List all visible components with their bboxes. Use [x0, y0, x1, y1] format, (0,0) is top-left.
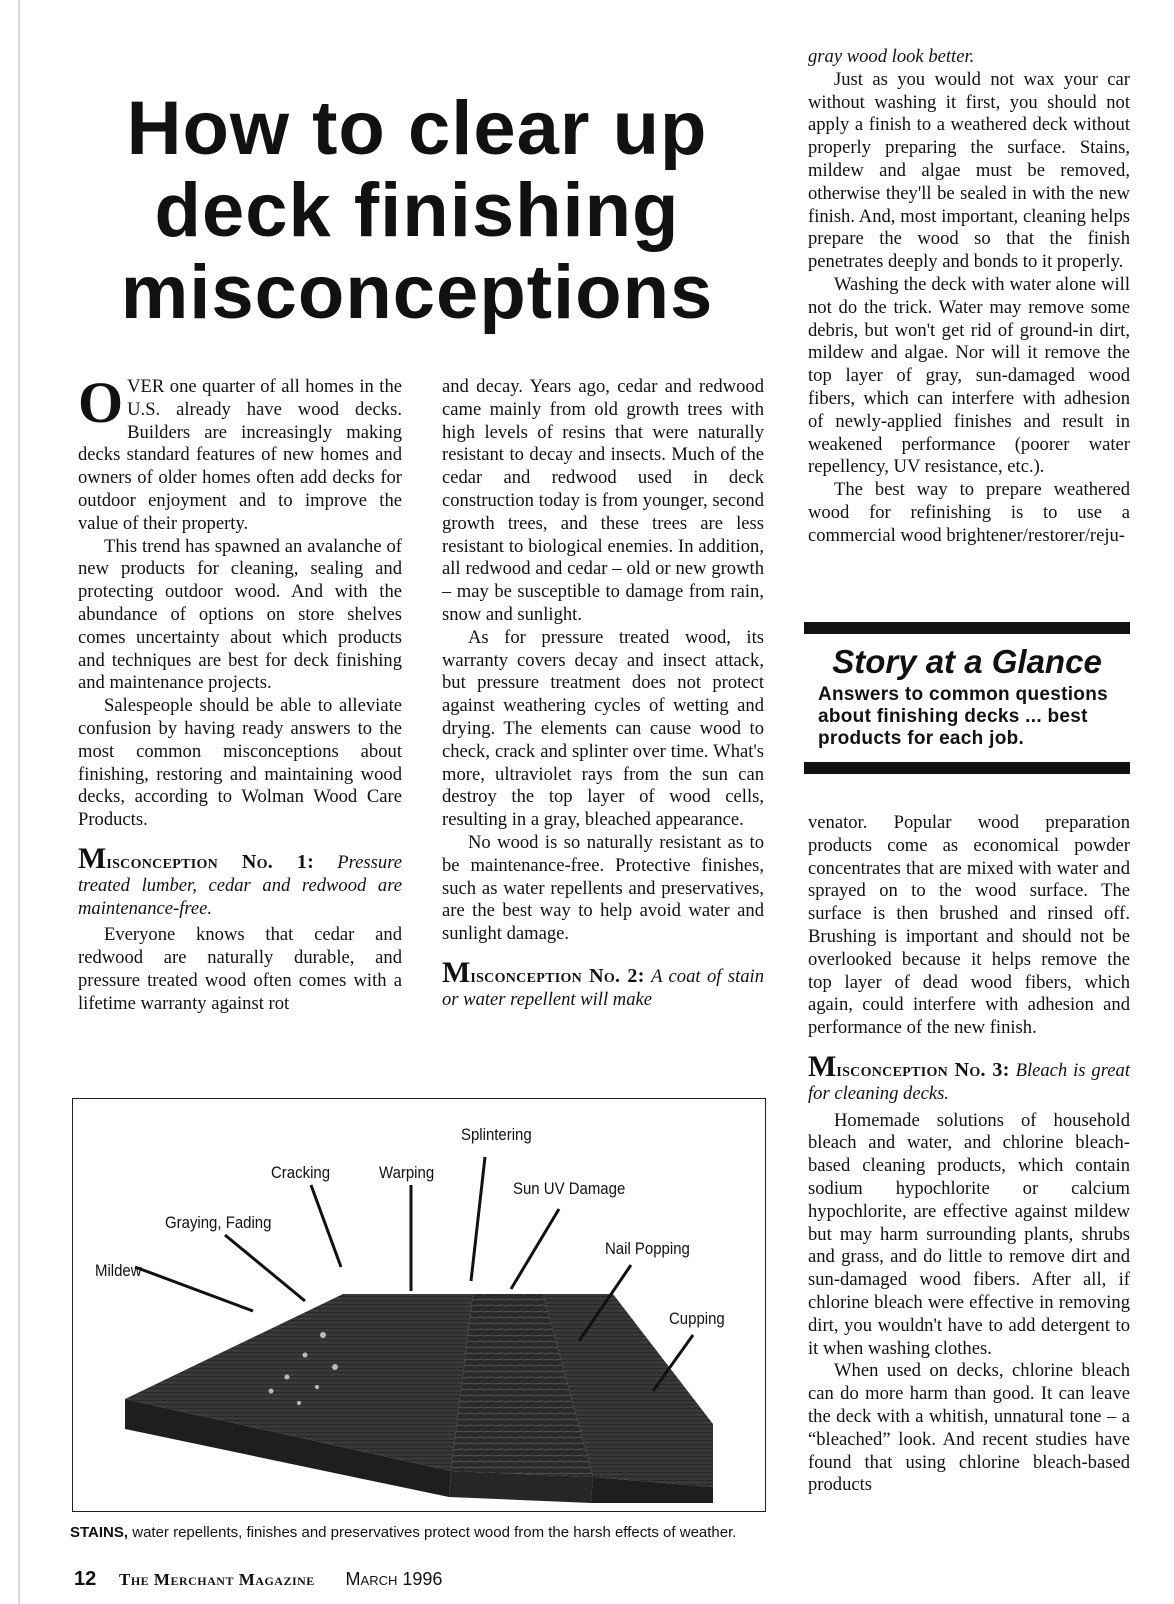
intro-text: VER one quarter of all homes in the U.S. already have wood decks. Builders are increasingly making decks standard features of new homes and owners of older homes often add decks for outdoor enjoyment and to improve the value of their property.: [78, 376, 402, 534]
misconception-cap: M: [808, 1049, 837, 1083]
column-2: [442, 376, 764, 1016]
drop-cap: O: [78, 370, 124, 435]
paragraph: This trend has spawned an avalanche of new products for cleaning, sealing and protecting outdoor wood. And with the abundance of options on store shelves comes uncertainty about which products and techniques are best for deck finishing and maintenance projects.: [78, 535, 402, 694]
column-3-bottom: [808, 812, 1130, 1497]
intro-paragraph: [78, 370, 402, 536]
paragraph: Everyone knows that cedar and redwood are naturally durable, and pressure treated wood often comes with a lifetime warranty against rot: [78, 924, 402, 1014]
headline-line-1: How to clear up: [126, 86, 708, 171]
column-3-top: [808, 46, 1130, 548]
paragraph: and decay. Years ago, cedar and redwood came mainly from old growth trees with high levels of resins that were naturally resistant to decay and insects. Much of the cedar and redwood used in deck construction today is from younger, second growth trees, and these trees are less resistant to biological enemies. In addition, all redwood and cedar – old or new growth – may be susceptible to damage from rain, snow and sunlight.: [442, 376, 764, 625]
deck-illustration: [73, 1099, 765, 1511]
paragraph: As for pressure treated wood, its warranty covers decay and insect attack, but pressure treatment does not protect against weathering cycles of wetting and drying. The elements can cause wood to check, crack and splinter over time. What's more, ultraviolet rays from the sun can destroy the top layer of wood cells, resulting in a gray, bleached appearance.: [442, 626, 764, 831]
glance-bottom-bar: [804, 762, 1130, 774]
page-edge-rule: [18, 0, 20, 1604]
figure-label-graying: Graying, Fading: [165, 1213, 272, 1232]
figure-label-cupping: Cupping: [669, 1309, 725, 1328]
misconception-1-heading: [78, 841, 402, 920]
misconception-cap: M: [78, 841, 107, 875]
misconception-cap: M: [442, 955, 471, 989]
misconception-2-heading: [442, 955, 765, 1012]
misconception-desc: Pressure treated lumber, cedar and redwood are maintenance-free.: [78, 851, 402, 919]
glance-title: Story at a Glance: [832, 643, 1102, 680]
figure-label-cracking: Cracking: [271, 1163, 331, 1182]
misconception-label: isconception No. 1:: [106, 850, 315, 873]
page-number: 12: [74, 1568, 97, 1590]
misconception-3-heading: [808, 1049, 1130, 1106]
issue-date: March 1996: [345, 1569, 443, 1589]
glance-top-bar: [804, 622, 1130, 634]
figure-label-nail-popping: Nail Popping: [605, 1239, 690, 1258]
paragraph: When used on decks, chlorine bleach can do more harm than good. It can leave the deck with a whitish, unnatural tone – a “bleached” look. And recent studies have found that using chlorine bleach-based products: [808, 1360, 1130, 1496]
figure-label-splintering: Splintering: [461, 1125, 532, 1144]
story-at-a-glance-box: [804, 622, 1130, 774]
headline-line-2: deck finishing: [154, 168, 680, 253]
misconception-label: isconception No. 2:: [470, 964, 645, 987]
magazine-name: The Merchant Magazine: [119, 1570, 315, 1589]
figure-label-mildew: Mildew: [95, 1261, 142, 1280]
paragraph: Just as you would not wax your car without washing it first, you should not apply a finish to a weathered deck without properly preparing the surface. Stains, mildew and algae must be removed, otherwise they'll be sealed in with the new finish. And, most important, cleaning helps prepare the wood so that the finish penetrates deeply and bonds to it properly.: [808, 68, 1130, 273]
figure-label-sun-uv: Sun UV Damage: [513, 1179, 626, 1198]
glance-body: Answers to common questions about finishing decks ... best products for each job.: [818, 684, 1108, 749]
deck-damage-figure: [72, 1098, 766, 1512]
figure-label-warping: Warping: [379, 1163, 435, 1182]
column-1: [78, 370, 402, 1016]
paragraph: Washing the deck with water alone will not do the trick. Water may remove some debris, but won't get rid of ground-in dirt, mildew and algae. Nor will it remove the top layer of gray, sun-damaged wood fibers, which can interfere with adhesion of newly-applied finishes and result in weakened performance (poorer water repellency, UV resistance, etc.).: [808, 273, 1130, 478]
misconception-label: isconception No. 3:: [836, 1058, 1010, 1081]
caption-lead: STAINS,: [70, 1524, 129, 1541]
misconception-desc: Bleach is great for cleaning decks.: [808, 1059, 1130, 1104]
paragraph: No wood is so naturally resistant as to be maintenance-free. Protective finishes, such as water repellents and preservatives, are the best way to help avoid water and sunlight damage.: [442, 831, 764, 945]
figure-caption: [70, 1524, 770, 1541]
paragraph: Salespeople should be able to alleviate confusion by having ready answers to the most common misconceptions about finishing, restoring and maintaining wood decks, according to Wolman Wood Care Products.: [78, 695, 402, 831]
paragraph: gray wood look better.: [808, 46, 975, 67]
headline-line-3: misconceptions: [120, 250, 714, 335]
paragraph: Homemade solutions of household bleach and water, and chlorine bleach-based cleaning products, which contain sodium hypochlorite or calcium hypochlorite, are effective against mildew but may harm surrounding plants, shrubs and grass, and do little to remove dirt and sun-damaged wood fibers. After all, if chlorine bleach were effective in removing dirt, you wouldn't have to add detergent to it when washing clothes.: [808, 1109, 1130, 1359]
paragraph: The best way to prepare weathered wood for refinishing is to use a commercial wood brightener/restorer/reju-: [808, 479, 1130, 546]
article-headline: [72, 88, 762, 334]
page-footer: [74, 1568, 442, 1591]
misconception-desc: A coat of stain or water repellent will make: [442, 965, 765, 1010]
caption-text: water repellents, finishes and preservatives protect wood from the harsh effects of weather.: [128, 1524, 737, 1541]
paragraph: venator. Popular wood preparation products come as economical powder concentrates that are mixed with water and sprayed on to the wood surface. The surface is then brushed and rinsed off. Brushing is important and should not be overlooked because it helps remove the top layer of dead wood fibers, which again, could interfere with adhesion and performance of the new finish.: [808, 812, 1130, 1039]
